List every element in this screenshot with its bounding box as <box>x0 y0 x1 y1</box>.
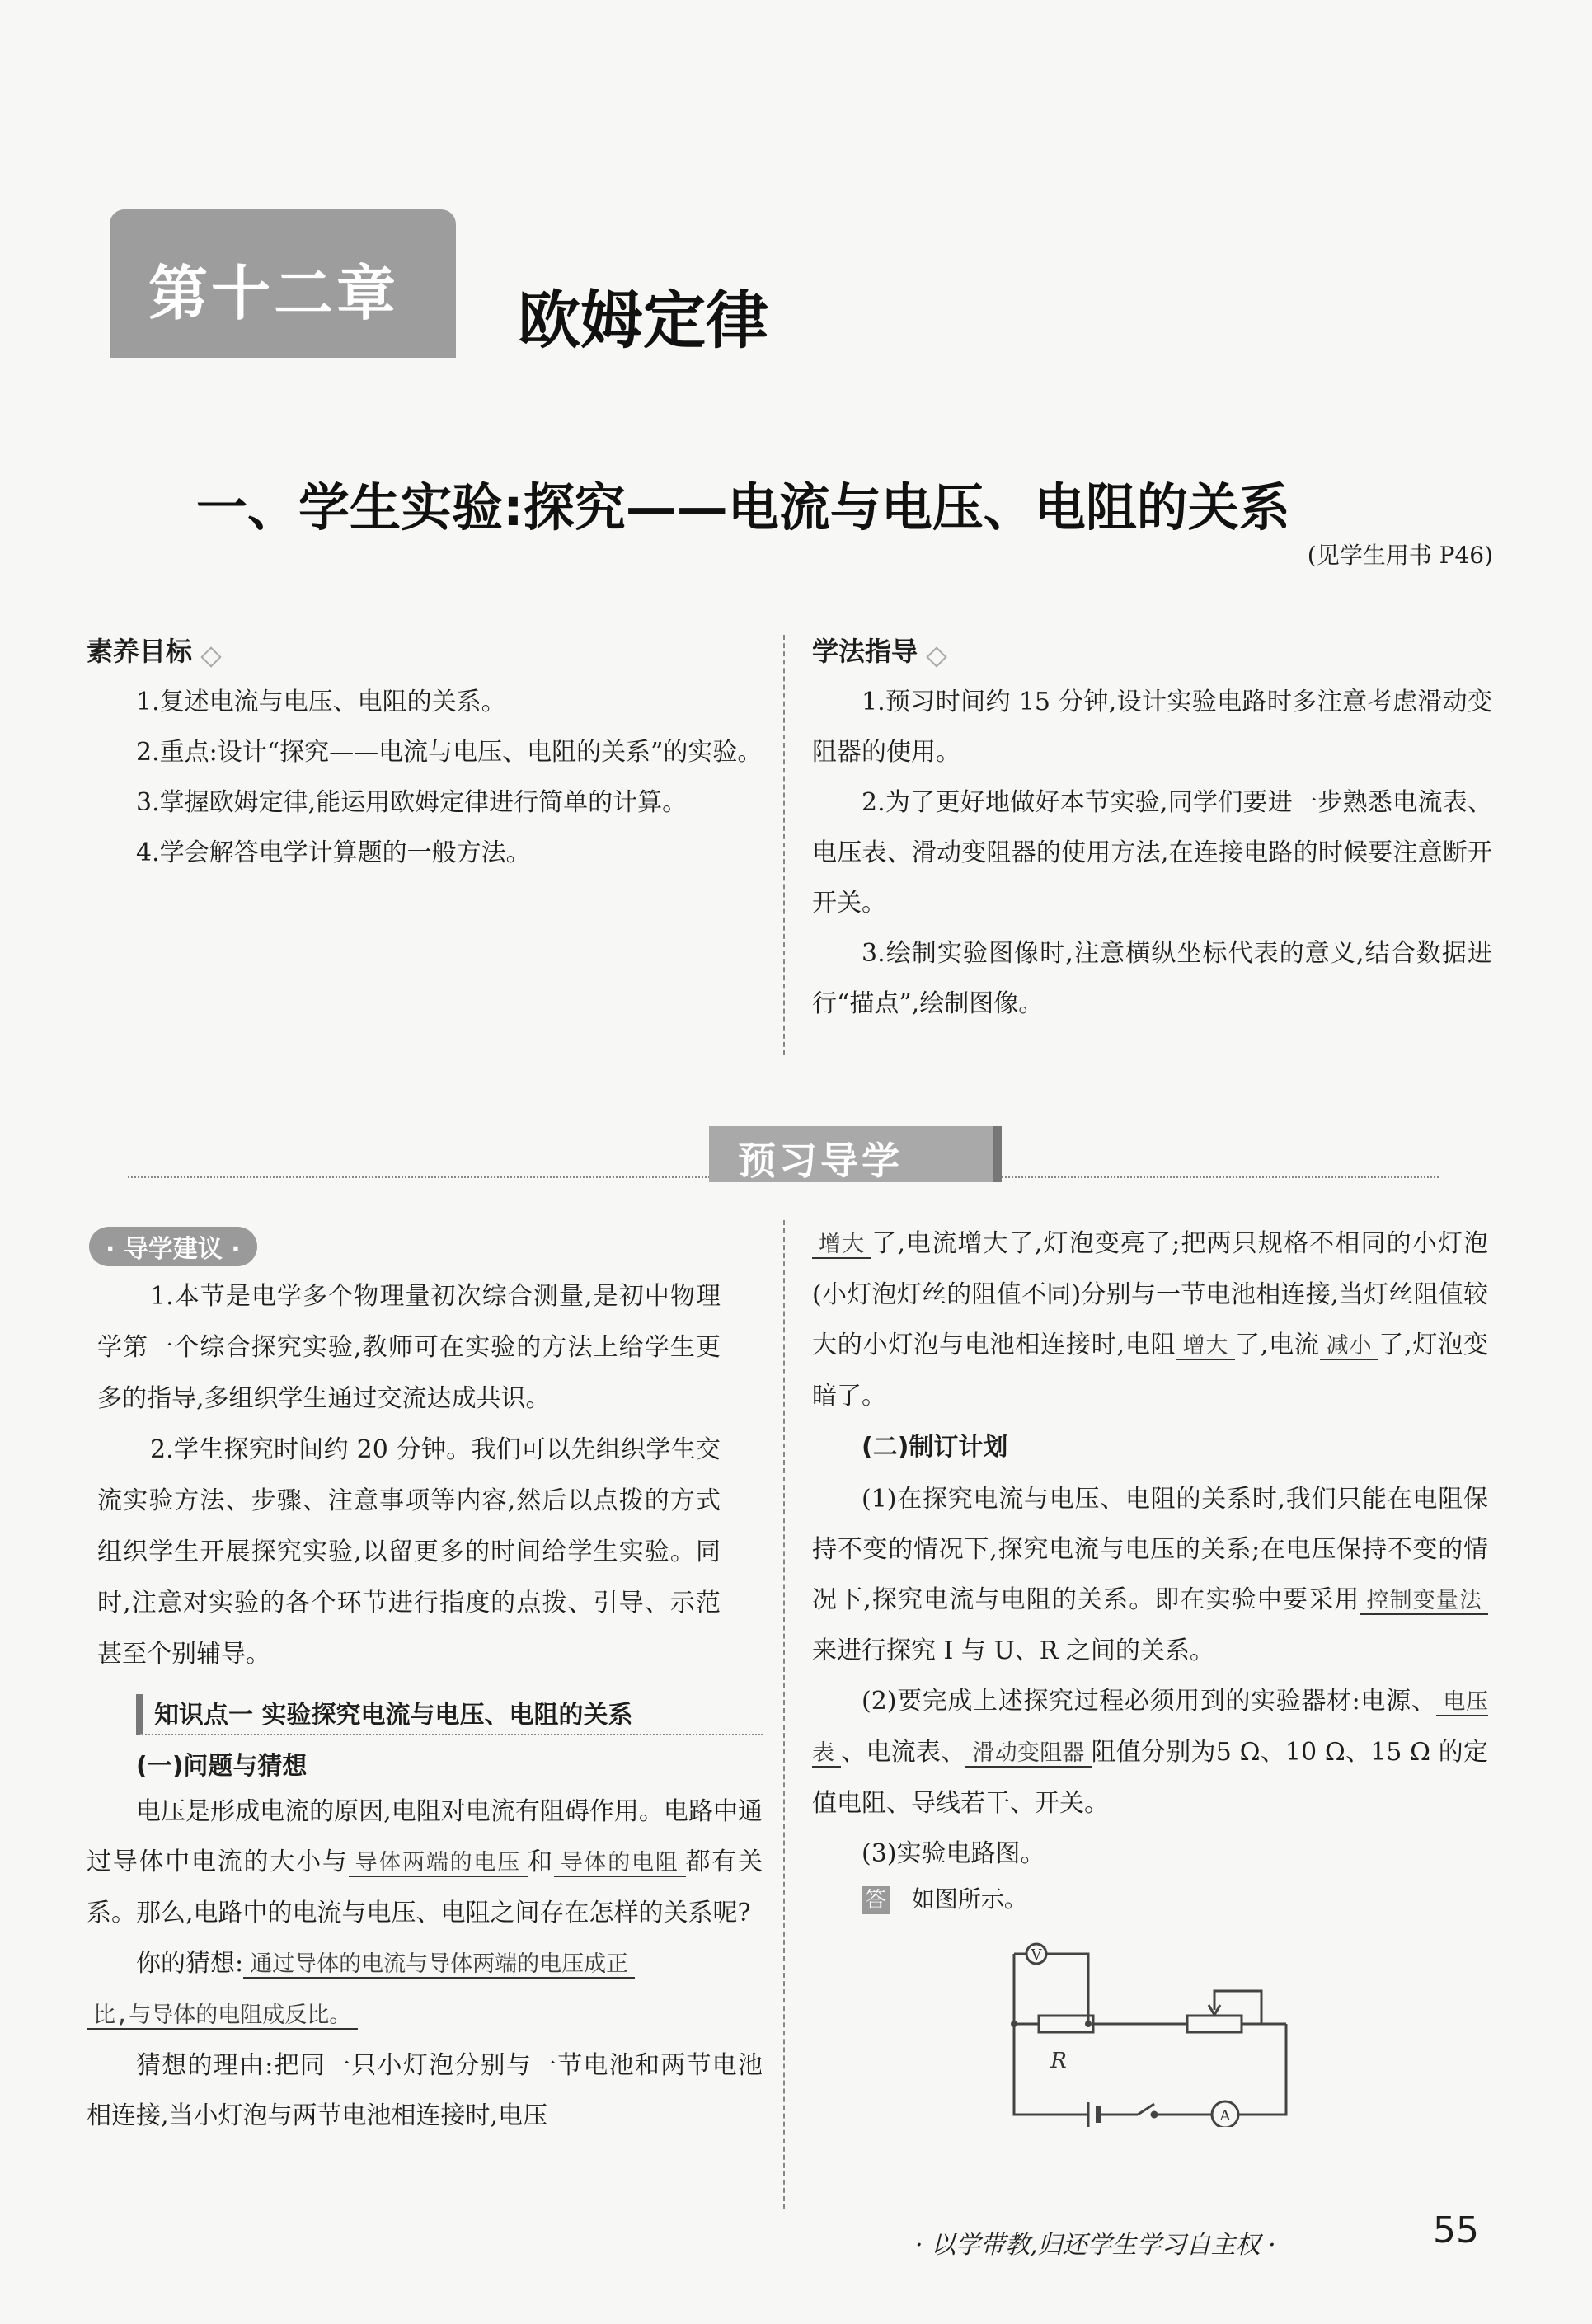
guide-item: 3.绘制实验图像时,注意横纵坐标代表的意义,结合数据进行“描点”,绘制图像。 <box>812 939 1492 1018</box>
student-book-ref: (见学生用书 P46) <box>1307 542 1493 569</box>
banner-title: 预习导学 <box>738 1139 903 1183</box>
right-paragraph: 增大 了,电流增大了,灯泡变亮了;把两只规格不相同的小灯泡(小灯泡灯丝的阻值不同)分别与一节电池相连接,当灯丝阻值较大的小灯泡与电池相连接时,电阻 增大 了,电流 减小 了,灯泡变暗了。 <box>812 1229 1489 1411</box>
plan-paragraph: (2)要完成上述探究过程必须用到的实验器材:电源、 电压表 、电流表、 滑动变阻器 阻值分别为5 Ω、10 Ω、15 Ω 的定值电阻、导线若干、开关。 <box>812 1687 1489 1818</box>
suggest-paragraph: 1.本节是电学多个物理量初次综合测量,是初中物理学第一个综合探究实验,教师可在实验的方法上给学生更多的指导,多组织学生通过交流达成共识。 <box>97 1282 721 1413</box>
column-divider <box>783 635 785 1055</box>
goal-item: 3.掌握欧姆定律,能运用欧姆定律进行简单的计算。 <box>136 788 688 817</box>
chapter-title: 欧姆定律 <box>518 284 768 357</box>
voltmeter-label: V <box>1031 1946 1042 1964</box>
answer-blank: 导体的电阻 <box>554 1850 686 1877</box>
goal-item: 2.重点:设计“探究——电流与电压、电阻的关系”的实验。 <box>136 738 763 767</box>
column-divider-lower <box>783 1220 785 2209</box>
guide-item: 2.为了更好地做好本节实验,同学们要进一步熟悉电流表、电压表、滑动变阻器的使用方法,在连接电路的时候要注意断开开关。 <box>812 788 1492 918</box>
diamond-icon <box>926 646 946 667</box>
sub-heading: (一)问题与猜想 <box>136 1752 308 1781</box>
goals-section <box>87 631 767 878</box>
guide-item: 1.预习时间约 15 分钟,设计实验电路时多注意考虑滑动变阻器的使用。 <box>812 688 1492 767</box>
reason-paragraph: 猜想的理由:把同一只小灯泡分别与一节电池和两节电池相连接,当小灯泡与两节电池相连接时,电压 <box>87 2051 763 2130</box>
ammeter-label: A <box>1219 2107 1231 2124</box>
sub-heading: (二)制订计划 <box>862 1433 1008 1462</box>
page-number: 55 <box>1433 2209 1479 2251</box>
answer-blank: 增大 <box>1176 1333 1235 1360</box>
kp-paragraph: 电压是形成电流的原因,电阻对电流有阻碍作用。电路中通过导体中电流的大小与 导体两端的电压 和 导体的电阻 都有关系。那么,电路中的电流与电压、电阻之间存在怎样的关系呢? <box>87 1797 763 1927</box>
plan-paragraph: (1)在探究电流与电压、电阻的关系时,我们只能在电阻保持不变的情况下,探究电流与电压的关系;在电压保持不变的情况下,探究电流与电阻的关系。即在实验中要采用 控制变量法来进行探究 I 与 U、R 之间的关系。 <box>812 1485 1488 1665</box>
answer-line: 答 如图所示。 <box>862 1879 1488 1920</box>
resistor-label: R <box>1050 2049 1067 2073</box>
answer-mark-icon: 答 <box>862 1886 890 1914</box>
answer-blank: 通过导体的电流与导体两端的电压成正 <box>243 1951 635 1979</box>
guide-section <box>812 631 1492 1029</box>
answer-blank: 控制变量法 <box>1360 1588 1488 1615</box>
knowledge-point-1 <box>87 1694 763 2141</box>
right-column <box>812 1218 1488 1920</box>
suggest-tag: · 导学建议 · <box>89 1227 257 1266</box>
goal-item: 4.学会解答电学计算题的一般方法。 <box>136 838 531 867</box>
guess-paragraph: 你的猜想: 通过导体的电流与导体两端的电压成正 比,与导体的电阻成反比。 <box>87 1938 763 2040</box>
section-title: 一、学生实验:探究——电流与电压、电阻的关系 <box>196 477 1290 538</box>
footer-slogan: · 以学带教,归还学生学习自主权 · <box>915 2231 1276 2260</box>
plan-paragraph: (3)实验电路图。 <box>862 1839 1045 1868</box>
answer-blank: 导体两端的电压 <box>349 1850 528 1877</box>
circuit-diagram <box>989 1929 1303 2127</box>
guide-heading: 学法指导 <box>812 631 1492 669</box>
goals-heading: 素养目标 <box>87 631 767 669</box>
answer-blank: 比,与导体的电阻成反比。 <box>87 2002 358 2030</box>
answer-blank: 减小 <box>1320 1333 1379 1360</box>
goal-item: 1.复述电流与电压、电阻的关系。 <box>136 688 506 716</box>
answer-blank: 增大 <box>812 1232 871 1259</box>
suggest-section <box>97 1271 721 1680</box>
kp-title: 知识点一 实验探究电流与电压、电阻的关系 <box>136 1694 763 1735</box>
diamond-icon <box>200 646 221 667</box>
answer-blank: 滑动变阻器 <box>965 1740 1091 1768</box>
answer-blank: 电压表 <box>812 1689 1489 1766</box>
suggest-paragraph: 2.学生探究时间约 20 分钟。我们可以先组织学生交流实验方法、步骤、注意事项等内容,然后以点拨的方式组织学生开展探究实验,以留更多的时间给学生实验。同时,注意对实验的各个环节进行指度的点拨、引导、示范甚至个别辅导。 <box>97 1435 721 1669</box>
chapter-number: 第十二章 <box>148 259 400 328</box>
